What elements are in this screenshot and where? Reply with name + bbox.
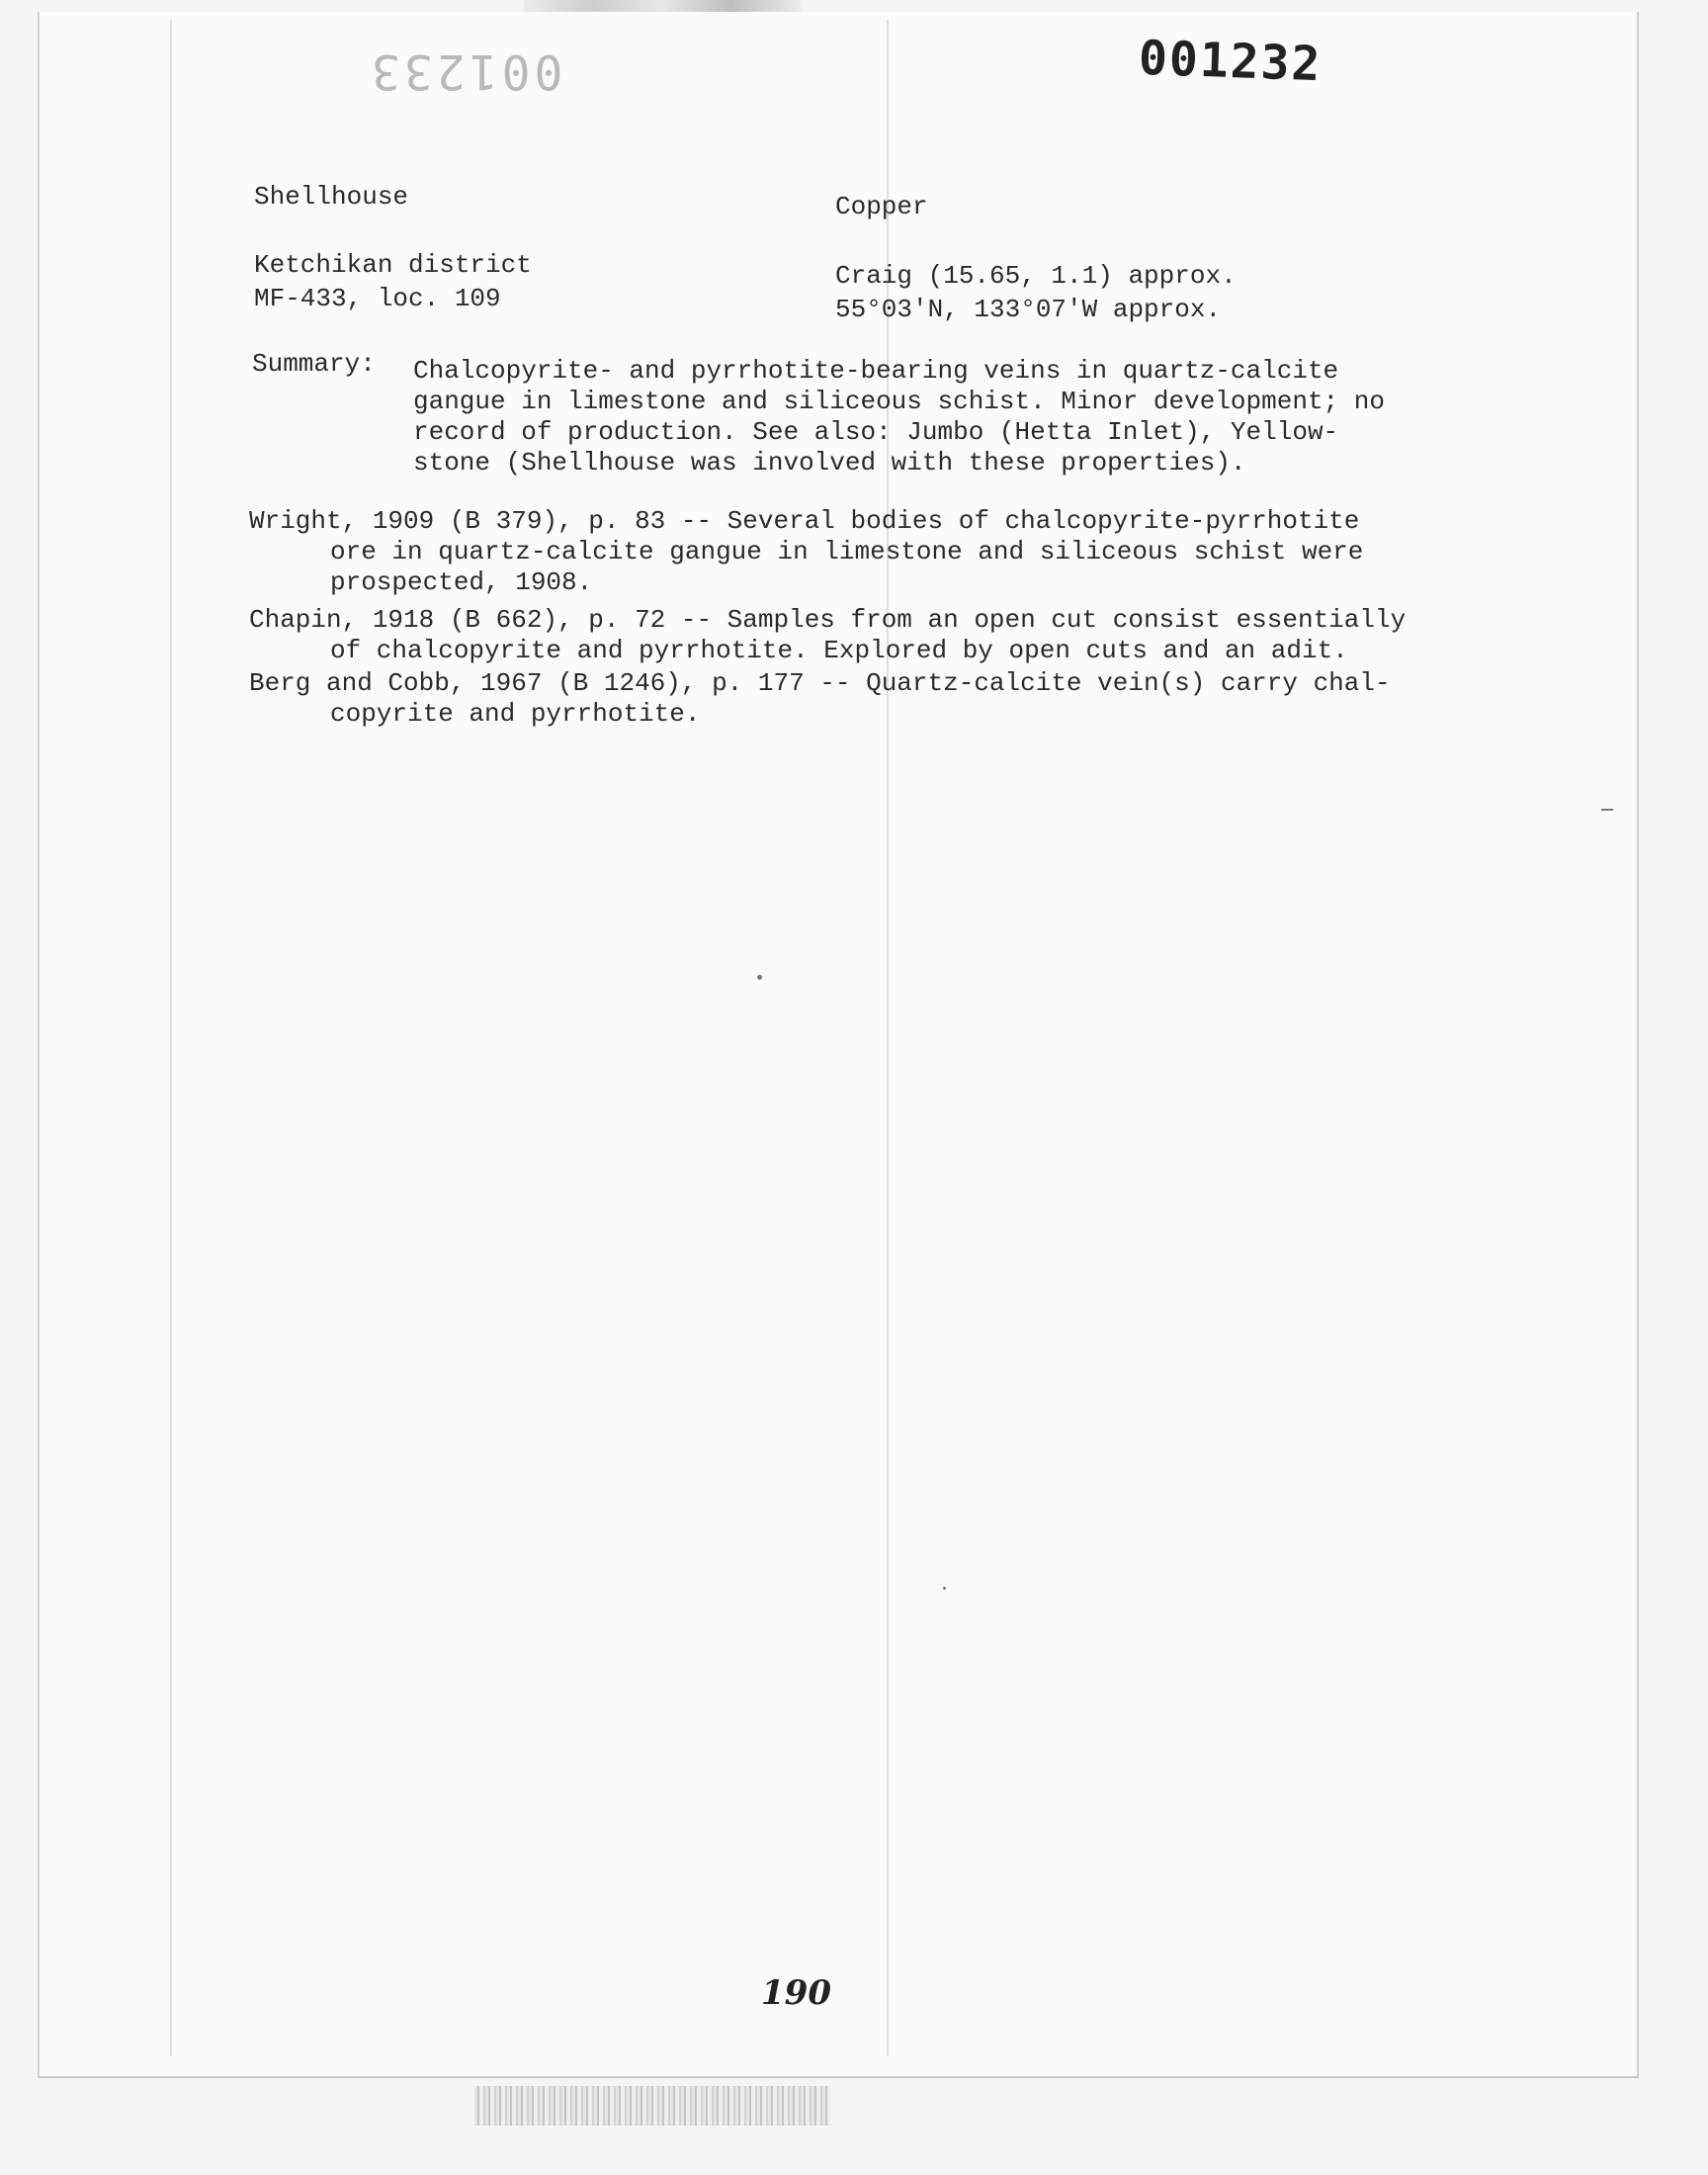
reference-line: Wright, 1909 (B 379), p. 83 -- Several bodies of chalcopyrite-pyrrhotite <box>249 506 1360 536</box>
coordinates: 55°03'N, 133°07'W approx. <box>835 295 1222 324</box>
reference-line: copyrite and pyrrhotite. <box>330 699 701 729</box>
page-number: 190 <box>761 1973 831 2013</box>
scan-artifact-bottom <box>474 2086 830 2126</box>
district: Ketchikan district <box>254 250 532 280</box>
document-number-showthrough: 001233 <box>368 44 563 99</box>
reference-line: Chapin, 1918 (B 662), p. 72 -- Samples from an open cut consist essentially <box>249 605 1407 635</box>
document-number: 001232 <box>1138 30 1324 93</box>
scan-speck <box>1601 809 1613 811</box>
scan-speck <box>943 1587 946 1590</box>
summary-line: stone (Shellhouse was involved with these properties). <box>413 448 1246 478</box>
scan-artifact-top <box>524 0 801 12</box>
summary-line: Chalcopyrite- and pyrrhotite-bearing veins in quartz-calcite <box>413 356 1339 386</box>
reference-line: ore in quartz-calcite gangue in limestone and siliceous schist were <box>330 537 1364 566</box>
summary-text <box>413 356 1461 478</box>
quadrangle: Craig (15.65, 1.1) approx. <box>835 261 1237 291</box>
reference-entry <box>249 506 1475 598</box>
fold-line-left <box>170 20 172 2056</box>
map-reference: MF-433, loc. 109 <box>254 284 501 313</box>
property-name: Shellhouse <box>254 182 409 212</box>
summary-label: Summary: <box>252 349 376 379</box>
reference-line: of chalcopyrite and pyrrhotite. Explored by open cuts and an adit. <box>330 636 1348 665</box>
summary-line: gangue in limestone and siliceous schist. Minor development; no <box>413 387 1385 416</box>
reference-line: prospected, 1908. <box>330 567 593 597</box>
scan-speck <box>757 975 762 980</box>
summary-line: record of production. See also: Jumbo (Hetta Inlet), Yellow- <box>413 417 1339 447</box>
reference-line: Berg and Cobb, 1967 (B 1246), p. 177 -- Quartz-calcite vein(s) carry chal- <box>249 668 1391 698</box>
reference-entry <box>249 605 1475 666</box>
reference-entry <box>249 668 1475 730</box>
commodity: Copper <box>835 192 928 221</box>
